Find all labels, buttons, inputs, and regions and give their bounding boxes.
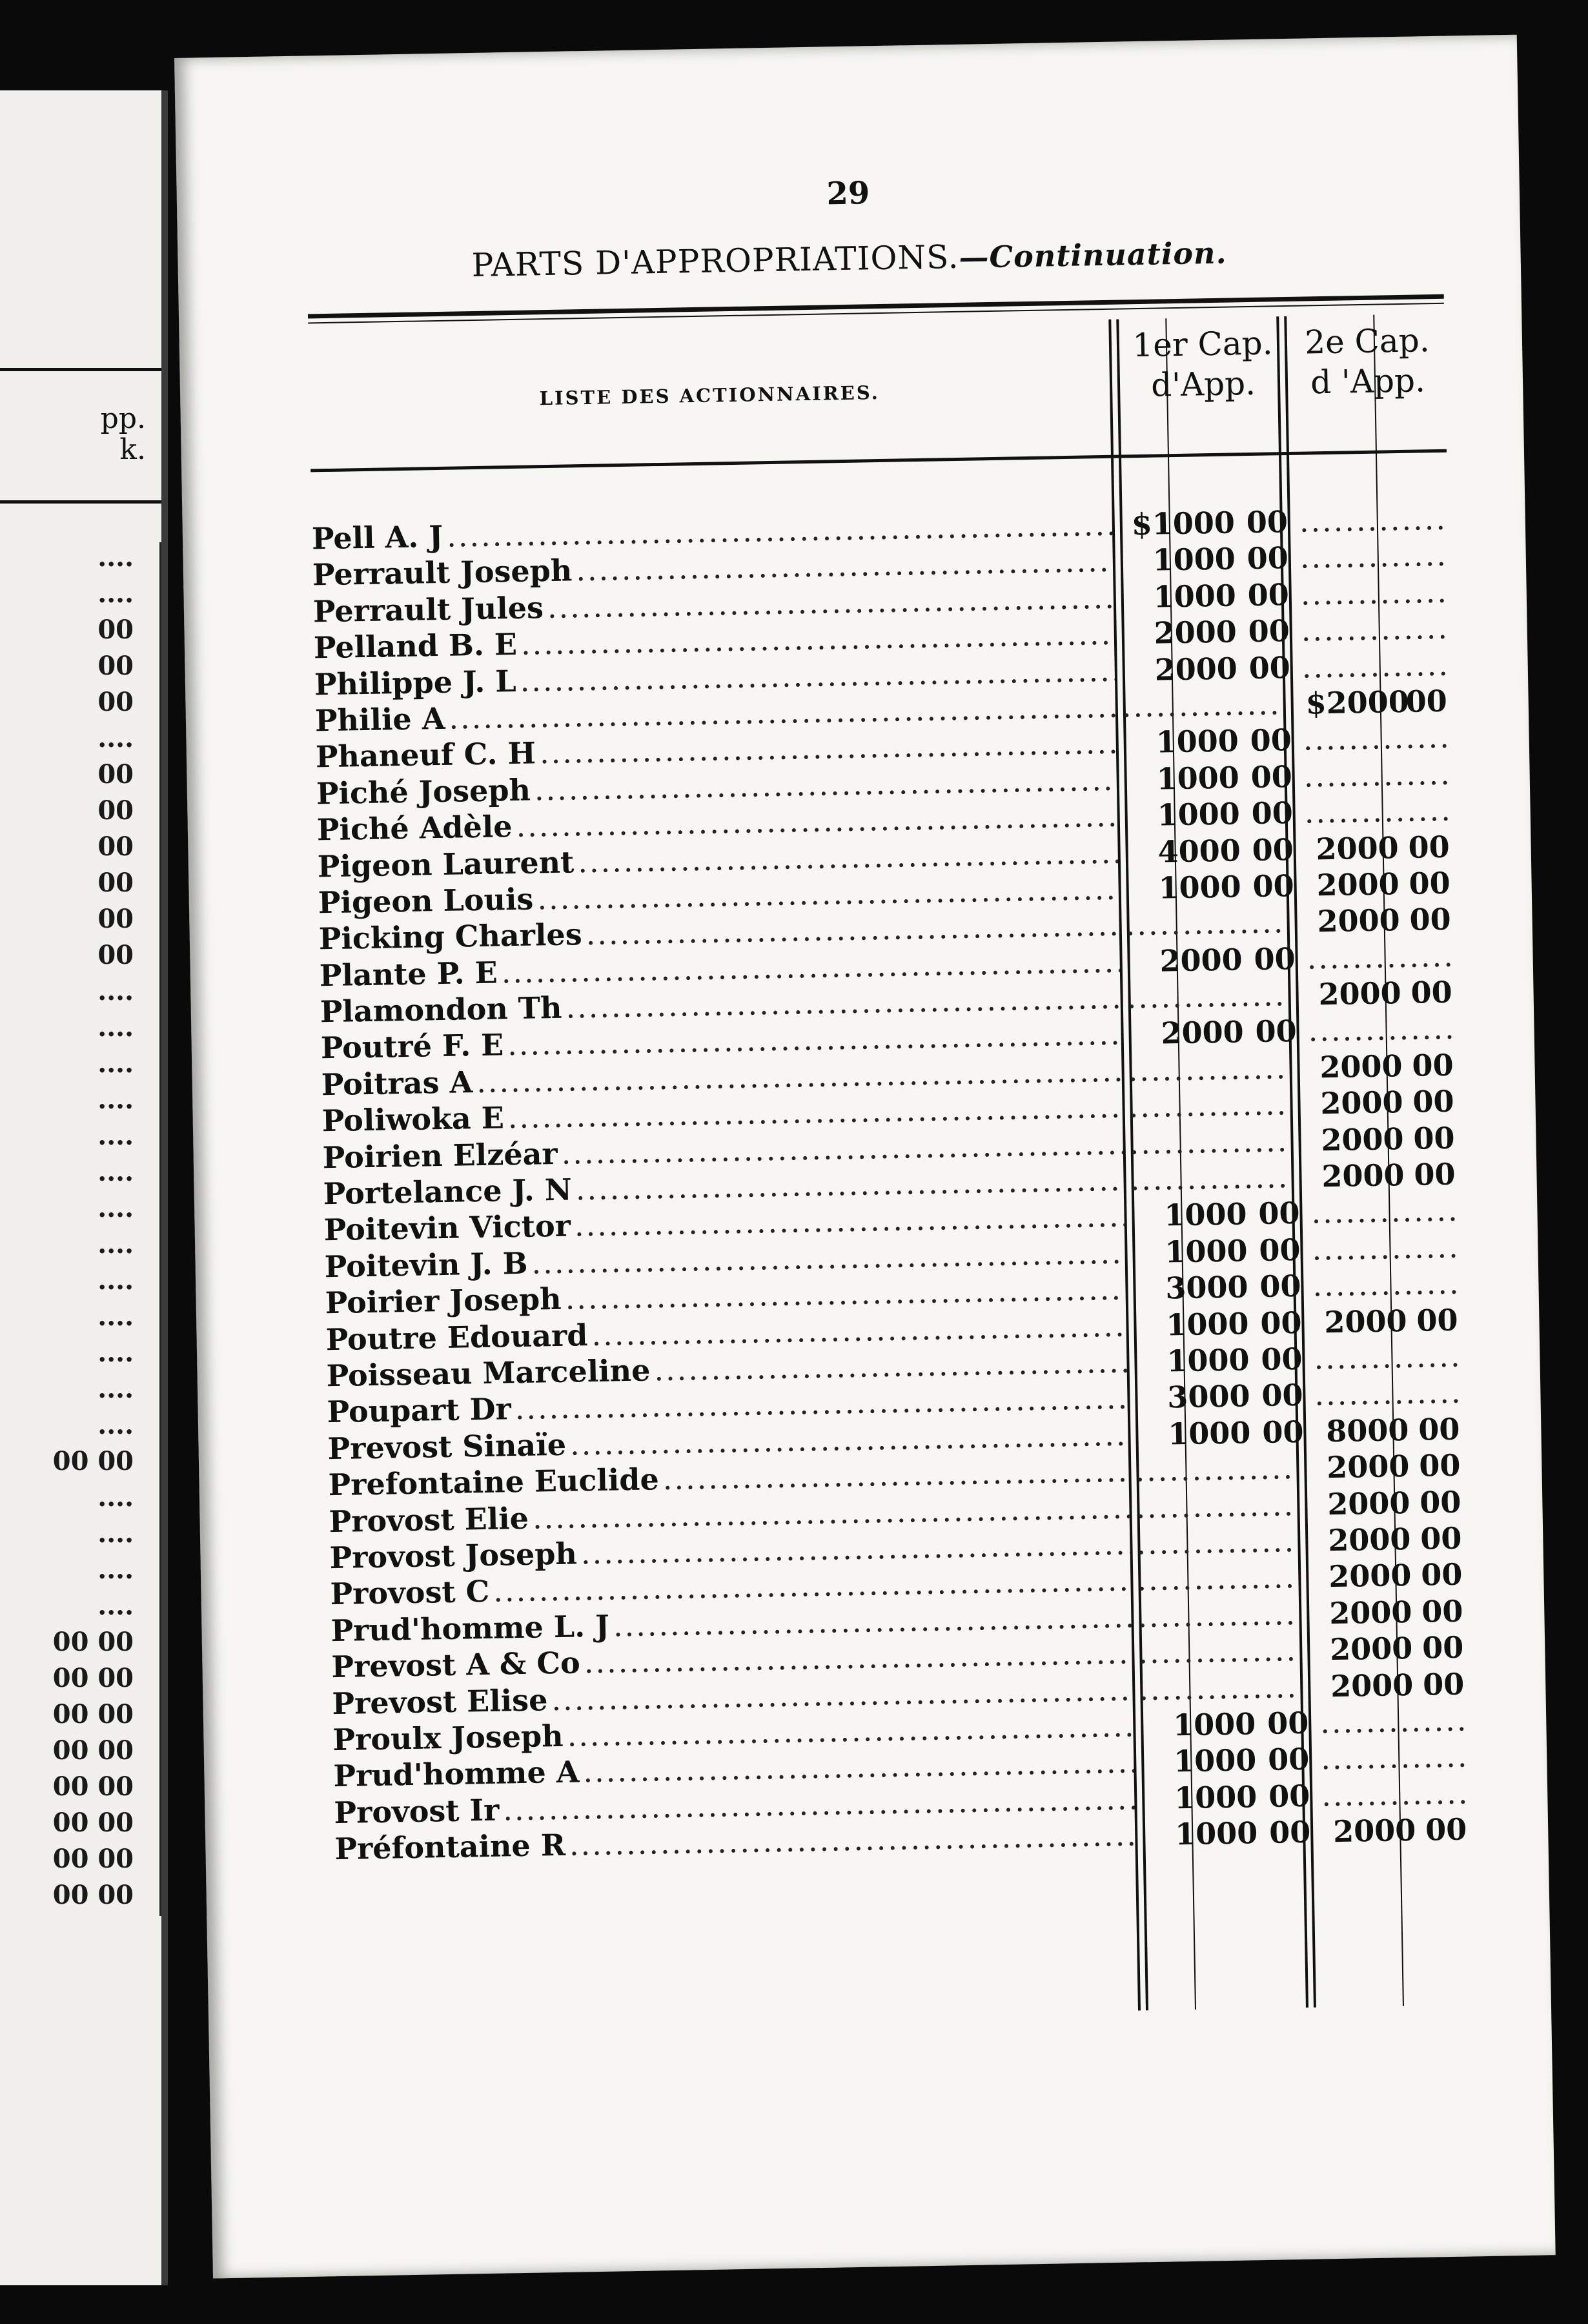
shareholder-name: Phaneuf C. H .....	[315, 725, 1116, 775]
left-fragment-row: 00	[0, 904, 161, 940]
page-title-suffix: —Continuation.	[959, 235, 1227, 275]
left-fragment-row: ....	[0, 578, 161, 615]
shareholder-name: Piché Joseph .....	[316, 761, 1117, 811]
first-capital-cents: 00	[1248, 613, 1290, 649]
shareholder-name: Préfontaine R .....	[334, 1817, 1135, 1868]
shareholder-name: Perrault Jules .....	[313, 580, 1114, 630]
second-capital-dollars: 2000	[1332, 1812, 1416, 1850]
first-capital-dollars: 2000	[1159, 942, 1243, 979]
first-capital-dollars: 1000	[1157, 796, 1241, 833]
shareholder-name: Proulx Joseph .....	[332, 1707, 1134, 1758]
leader-dots: .............	[1299, 538, 1449, 576]
leader-dots: ..............	[1136, 1560, 1297, 1598]
first-capital-cents: 00	[1268, 1814, 1311, 1850]
first-capital-dollars: 1000	[1153, 578, 1237, 615]
shareholder-name: Plante P. E .....	[319, 943, 1120, 994]
left-fragment-row: ....	[0, 1374, 161, 1410]
second-capital-dollars: 2000	[1318, 975, 1402, 1012]
left-fragment-row: 00 00	[0, 1627, 161, 1663]
left-fragment-row: 00 00	[0, 1880, 161, 1916]
shareholder-name: Poirier Joseph .....	[325, 1271, 1126, 1321]
shareholder-name: Perrault Joseph .....	[312, 543, 1114, 593]
second-capital-cents: 00	[1420, 1520, 1462, 1556]
second-capital-dollars: 2000	[1323, 1303, 1407, 1340]
leader-dots: .............	[1312, 1265, 1461, 1303]
second-capital-cents: 00	[1421, 1629, 1464, 1666]
second-capital-dollars: $2000	[1305, 684, 1410, 721]
second-capital-dollars: 2000	[1317, 902, 1401, 939]
first-capital-dollars: 2000	[1154, 650, 1238, 688]
left-fragment-row: ....	[0, 1265, 161, 1301]
first-capital-dollars: 1000	[1156, 760, 1240, 797]
second-capital-cents: 00	[1405, 683, 1448, 719]
second-capital-cents: 00	[1422, 1666, 1465, 1702]
left-page-rows	[0, 542, 161, 1916]
page-title	[178, 229, 1521, 289]
shareholder-name: Pell A. J .....	[312, 507, 1113, 557]
first-capital-cents: 00	[1252, 831, 1294, 868]
shareholder-name: Prefontaine Euclide .....	[328, 1453, 1129, 1503]
leader-dots: ..............	[1128, 1086, 1288, 1125]
col2-header-line1: 2e Cap.	[1304, 321, 1430, 362]
left-fragment-row: 00 00	[0, 1699, 161, 1735]
second-capital-dollars: 2000	[1330, 1667, 1414, 1704]
leader-dots: .............	[1304, 792, 1453, 830]
shareholder-name: Poliwoka E .....	[321, 1089, 1123, 1139]
shareholder-name: Plamondon Th .....	[320, 980, 1121, 1030]
shareholder-name: Provost Elie .....	[329, 1489, 1130, 1540]
shareholder-name: Prevost Sinaïe .....	[327, 1416, 1128, 1467]
first-capital-cents: 00	[1247, 576, 1290, 613]
first-capital-dollars: 1000	[1155, 723, 1239, 760]
first-capital-dollars: 1000	[1158, 869, 1242, 906]
first-capital-cents: 00	[1246, 504, 1288, 540]
first-capital-dollars: 1000	[1174, 1779, 1257, 1816]
left-fragment-row: ....	[0, 1338, 161, 1374]
leader-dots: .............	[1312, 1229, 1461, 1267]
leader-dots: .............	[1303, 719, 1452, 757]
second-capital-dollars: 2000	[1321, 1157, 1405, 1194]
first-capital-cents: 00	[1248, 649, 1291, 686]
shareholder-name: Provost C .....	[330, 1562, 1131, 1613]
leader-dots: .............	[1299, 501, 1448, 539]
second-capital-dollars: 2000	[1316, 830, 1400, 866]
left-fragment-row: ....	[0, 1591, 161, 1627]
second-capital-cents: 00	[1409, 865, 1451, 901]
column-header-names: LISTE DES ACTIONNAIRES.	[539, 382, 881, 410]
left-fragment-row: ....	[0, 723, 161, 759]
first-capital-cents: 00	[1261, 1414, 1304, 1450]
first-capital-dollars: 2000	[1154, 614, 1237, 651]
shareholder-name: Pigeon Louis .....	[318, 871, 1119, 921]
leader-dots: .............	[1320, 1738, 1469, 1777]
header-rule-top	[308, 294, 1444, 324]
first-capital-cents: 00	[1250, 759, 1293, 795]
second-capital-cents: 00	[1418, 1411, 1460, 1447]
first-capital-cents: 00	[1252, 868, 1295, 904]
first-capital-cents: 00	[1259, 1269, 1301, 1305]
first-capital-dollars: 3000	[1165, 1269, 1248, 1306]
first-capital-dollars: 4000	[1157, 832, 1241, 870]
page-number: 29	[826, 175, 870, 212]
leader-dots: .............	[1308, 1011, 1457, 1049]
shareholder-name: Piché Adèle .....	[316, 798, 1117, 848]
leader-dots: .............	[1319, 1702, 1469, 1740]
leader-dots: ..............	[1135, 1487, 1296, 1525]
left-fragment-row: 00 00	[0, 1844, 161, 1880]
shareholder-name: Provost Joseph .....	[329, 1525, 1130, 1576]
first-capital-cents: 00	[1258, 1196, 1300, 1232]
second-capital-dollars: 2000	[1327, 1485, 1410, 1522]
left-fragment-row: ....	[0, 1193, 161, 1229]
first-capital-dollars: $1000	[1131, 505, 1236, 542]
shareholder-name: Prud'homme A .....	[333, 1744, 1134, 1795]
left-fragment-row: 00	[0, 868, 161, 904]
left-page-fragment	[0, 90, 168, 2285]
first-capital-cents: 00	[1267, 1742, 1310, 1778]
shareholder-name: Poutré F. E .....	[320, 1016, 1121, 1066]
shareholder-name: Philie A .....	[314, 689, 1115, 739]
second-capital-cents: 00	[1418, 1447, 1461, 1483]
left-fragment-row: 00 00	[0, 1446, 161, 1482]
left-fragment-row: ....	[0, 1121, 161, 1157]
leader-dots: ..............	[1138, 1669, 1299, 1707]
left-fragment-row: 00	[0, 759, 161, 795]
shareholder-name: Poirien Elzéar .....	[322, 1125, 1123, 1176]
leader-dots: .............	[1321, 1775, 1470, 1813]
leader-dots: .............	[1311, 1192, 1460, 1230]
left-fragment-row: 00 00	[0, 1663, 161, 1699]
first-capital-cents: 00	[1260, 1341, 1303, 1377]
left-page-header	[0, 368, 161, 504]
shareholder-name: Poitras A .....	[321, 1052, 1122, 1103]
leader-dots: ..............	[1137, 1596, 1298, 1635]
first-capital-dollars: 1000	[1164, 1196, 1247, 1233]
first-capital-dollars: 1000	[1174, 1815, 1258, 1852]
left-fragment-row: 00	[0, 687, 161, 723]
col1-header-line2: d'App.	[1150, 364, 1256, 404]
first-capital-cents: 00	[1259, 1305, 1302, 1341]
first-capital-cents: 00	[1267, 1705, 1309, 1741]
second-capital-dollars: 2000	[1328, 1594, 1412, 1631]
first-capital-dollars: 1000	[1165, 1305, 1249, 1343]
shareholder-name: Picking Charles .....	[318, 907, 1119, 957]
left-fragment-row: 00	[0, 651, 161, 687]
second-capital-cents: 00	[1413, 1120, 1455, 1156]
left-fragment-row: 00	[0, 940, 161, 976]
left-fragment-row: 00	[0, 615, 161, 651]
leader-dots: .............	[1301, 610, 1450, 648]
second-capital-cents: 00	[1412, 1083, 1454, 1120]
shareholder-name: Prevost Elise .....	[332, 1671, 1133, 1722]
document-page	[174, 35, 1556, 2279]
leader-dots: .............	[1307, 938, 1456, 976]
left-fragment-row: 00	[0, 831, 161, 868]
column-header-second-capital	[1289, 320, 1445, 403]
col2-header-line2: d 'App.	[1310, 362, 1426, 402]
leader-dots: ..............	[1125, 904, 1285, 943]
leader-dots: ..............	[1137, 1633, 1298, 1671]
leader-dots: ..............	[1121, 686, 1281, 724]
page-title-main: PARTS D'APPROPRIATIONS.	[471, 238, 960, 285]
column-header-first-capital	[1121, 323, 1284, 405]
first-capital-cents: 00	[1251, 795, 1294, 831]
col1-header-line1: 1er Cap.	[1132, 324, 1274, 365]
shareholder-name: Prud'homme L. J .....	[331, 1598, 1132, 1649]
left-fragment-row: ....	[0, 1301, 161, 1338]
first-capital-cents: 00	[1247, 540, 1289, 576]
left-fragment-row: ....	[0, 1554, 161, 1591]
shareholder-name: Poupart Dr .....	[327, 1380, 1128, 1431]
second-capital-dollars: 2000	[1328, 1558, 1412, 1595]
second-capital-cents: 00	[1412, 1047, 1454, 1083]
first-capital-dollars: 3000	[1166, 1378, 1250, 1415]
left-fragment-row: ....	[0, 1410, 161, 1446]
first-capital-cents: 00	[1250, 722, 1292, 759]
header-rule-bottom	[310, 449, 1447, 473]
leader-dots: ..............	[1126, 977, 1287, 1015]
shareholder-table	[312, 501, 1471, 1868]
shareholder-name: Poitevin J. B .....	[324, 1234, 1125, 1285]
second-capital-dollars: 2000	[1319, 1048, 1403, 1085]
first-capital-cents: 00	[1268, 1778, 1310, 1814]
shareholder-name: Poitevin Victor .....	[323, 1198, 1125, 1249]
leader-dots: .............	[1314, 1374, 1463, 1412]
leader-dots: ..............	[1135, 1523, 1296, 1562]
leader-dots: .............	[1303, 756, 1452, 794]
second-capital-dollars: 2000	[1321, 1121, 1404, 1157]
second-capital-dollars: 2000	[1329, 1631, 1413, 1667]
left-fragment-row: ....	[0, 1048, 161, 1085]
second-capital-cents: 00	[1410, 974, 1453, 1010]
first-capital-cents: 00	[1261, 1378, 1303, 1414]
second-capital-cents: 00	[1421, 1593, 1463, 1629]
left-fragment-row: 00 00	[0, 1808, 161, 1844]
left-fragment-row: 00 00	[0, 1771, 161, 1808]
left-fragment-row: ....	[0, 1482, 161, 1518]
second-capital-dollars: 2000	[1327, 1521, 1411, 1558]
second-capital-dollars: 8000	[1325, 1412, 1409, 1449]
first-capital-cents: 00	[1254, 941, 1296, 977]
second-capital-cents: 00	[1420, 1556, 1463, 1593]
second-capital-cents: 00	[1425, 1811, 1467, 1848]
left-fragment-row: 00 00	[0, 1735, 161, 1771]
first-capital-dollars: 1000	[1165, 1233, 1248, 1270]
second-capital-cents: 00	[1409, 901, 1452, 938]
left-fragment-row: ....	[0, 1229, 161, 1265]
first-capital-dollars: 1000	[1173, 1742, 1257, 1779]
first-capital-dollars: 1000	[1166, 1342, 1250, 1379]
shareholder-name: Portelance J. N .....	[323, 1162, 1124, 1212]
left-fragment-row: 00	[0, 795, 161, 831]
leader-dots: ..............	[1128, 1050, 1288, 1088]
left-fragment-row: ....	[0, 1157, 161, 1193]
second-capital-cents: 00	[1408, 829, 1451, 865]
leader-dots: ..............	[1129, 1123, 1289, 1161]
left-fragment-row: ....	[0, 542, 161, 578]
second-capital-dollars: 2000	[1316, 866, 1400, 903]
shareholder-name: Philippe J. L .....	[314, 652, 1115, 702]
left-fragment-row: ....	[0, 1012, 161, 1048]
second-capital-cents: 00	[1414, 1156, 1456, 1192]
leader-dots: ..............	[1130, 1159, 1290, 1198]
leader-dots: .............	[1300, 574, 1449, 612]
first-capital-cents: 00	[1255, 1014, 1298, 1050]
left-fragment-row: ....	[0, 976, 161, 1012]
shareholder-name: Prevost A & Co .....	[331, 1635, 1132, 1686]
shareholder-name: Poutre Edouard .....	[325, 1307, 1126, 1358]
leader-dots: .............	[1313, 1338, 1462, 1376]
left-header-line: k.	[119, 433, 146, 467]
first-capital-dollars: 1000	[1152, 541, 1236, 578]
left-header-line: pp.	[100, 402, 146, 435]
shareholder-name: Pelland B. E .....	[313, 616, 1114, 666]
second-capital-cents: 00	[1416, 1302, 1458, 1338]
leader-dots: ..............	[1134, 1451, 1295, 1489]
first-capital-dollars: 2000	[1161, 1014, 1245, 1052]
second-capital-cents: 00	[1419, 1484, 1461, 1520]
first-capital-dollars: 1000	[1167, 1414, 1251, 1452]
shareholder-name: Pigeon Laurent .....	[317, 834, 1118, 884]
shareholder-name: Poisseau Marceline .....	[326, 1344, 1127, 1394]
first-capital-cents: 00	[1259, 1232, 1301, 1268]
second-capital-dollars: 2000	[1320, 1085, 1403, 1121]
second-capital-dollars: 2000	[1326, 1449, 1410, 1485]
left-fragment-row: ....	[0, 1085, 161, 1121]
leader-dots: .............	[1301, 647, 1451, 685]
shareholder-name: Provost Ir .....	[334, 1780, 1135, 1831]
left-fragment-row: ....	[0, 1518, 161, 1554]
first-capital-dollars: 1000	[1172, 1706, 1256, 1743]
